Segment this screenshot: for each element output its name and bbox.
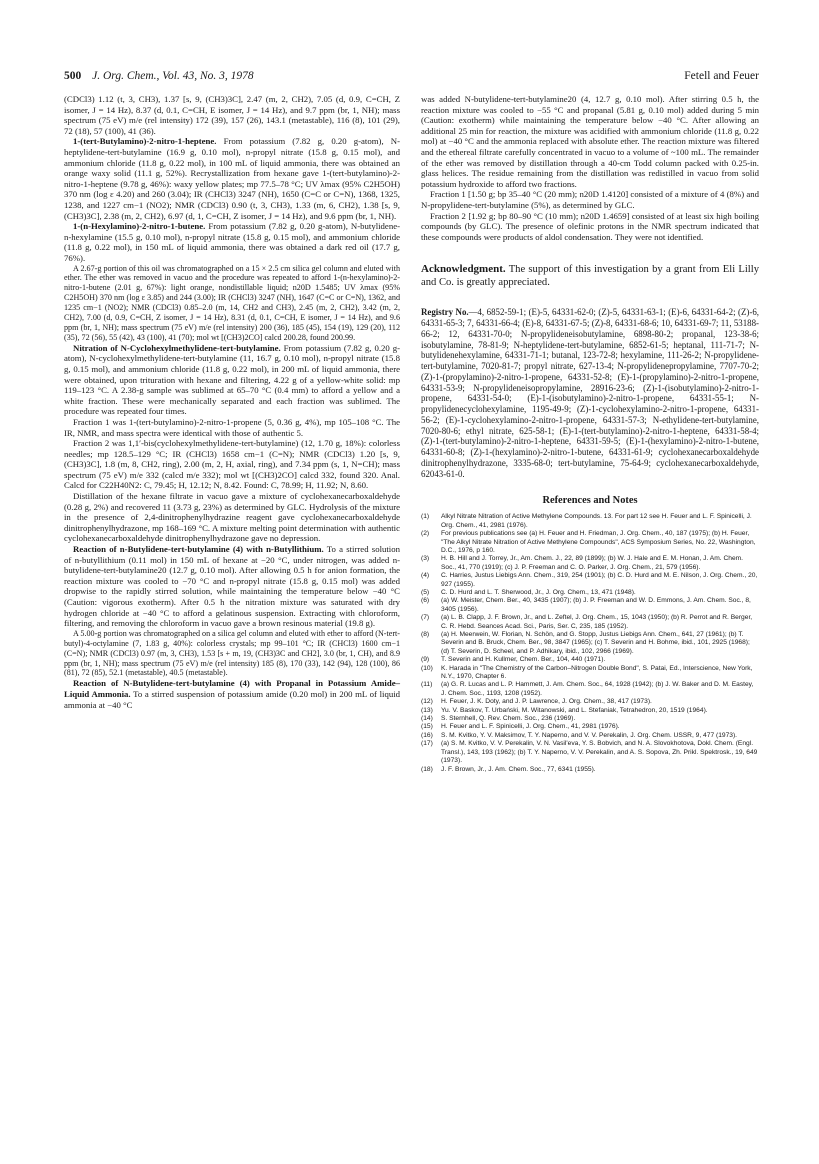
reference-item	[421, 665, 759, 682]
reference-text: Alkyl Nitrate Nitration of Active Methylene Compounds. 13. For part 12 see H. Feuer and L. F. Spinicelli, J. Org. Chem., 41, 2981 (1976).	[441, 513, 752, 529]
paragraph	[64, 438, 400, 491]
reference-item	[421, 656, 759, 664]
reference-number: (9)	[421, 656, 430, 664]
reference-item	[421, 707, 759, 715]
reference-item	[421, 715, 759, 723]
paragraph	[64, 629, 400, 679]
reference-text: For previous publications see (a) H. Feuer and H. Friedman, J. Org. Chem., 40, 187 (1975); (b) H. Feuer, "The Alkyl Nitrate Nitration of Active Methylene Compounds", ACS Symposium Series, No. 22, Washington, D.C., 1976, p 160.	[441, 530, 756, 554]
reference-number: (16)	[421, 731, 433, 739]
paragraph-text: To a stirred suspension of potassium amide (0.20 mol) in 200 mL of liquid ammonia at −40 °C	[64, 688, 400, 710]
paragraph-text: A 2.67-g portion of this oil was chromatographed on a 15 × 2.5 cm silica gel column and eluted with ether. The ether was removed in vacuo and the procedure was repeated to afford 1-(n-hexylamino)-2-nitro-1-butene (2.01 g, 67%): light orange, nondistillable liquid; n20D 1.5485; UV λmax (95% C2H5OH) 370 nm (log ε 3.85) and 244 (3.00); IR (CHCl3) 3247 (NH), 1647 (C=C or C=N), 1362, and 1235 cm−1 (NO2); NMR (CDCl3) 0.85–2.0 (m, 14, CH2 and CH3), 2.45 (m, 2, CH2), 3.42 (m, 2, CH2), 7.00 (d, 0.9, C=CH, Z isomer, J = 14 Hz), 8.31 (d, 0.1, C=CH, E isomer, J = 14 Hz), and 9.6 ppm (br, 1, NH); mass spectrum (75 eV) m/e (rel intensity) 200 (36), 185 (45), 154 (19), 129 (20), 112 (35), 72 (56), 55 (42), 43 (100), 41 (70); mol wt [(CH3)2CO] calcd 200.28, found 200.99.	[64, 263, 400, 342]
header-left	[64, 70, 254, 82]
paragraph	[64, 136, 400, 221]
paragraph-heading: Reaction of N-Butylidene-tert-butylamine (4) with Propanal in Potassium Amide–Liquid Ammonia.	[64, 678, 400, 699]
acknowledgment-heading: Acknowledgment.	[421, 263, 506, 276]
reference-item	[421, 589, 759, 597]
registry-heading: Registry No.	[421, 307, 469, 318]
reference-number: (15)	[421, 723, 433, 731]
reference-number: (1)	[421, 513, 430, 521]
paragraph-text: was added N-butylidene-tert-butylamine20 (4, 12.7 g, 0.10 mol). After stirring 0.5 h, the reaction mixture was cooled to −55 °C and propanal (5.81 g, 0.10 mol) added during 5 min (Caution: exotherm) while maintaining the temperature below −40 °C. After allowing an additional 25 min for reaction, the mixture was acidified with ammonium chloride (11.8 g, 0.22 mol) at −40 °C and the ammonia replaced with absolute ether. The reaction mixture was filtered and the ethereal filtrate carefully concentrated in vacuo to a volume of ~100 mL. The remainder of the ether was removed by distillation through a 40-cm Todd column packed with 0.25-in. glass helices. The residue remaining from the distillation was redistilled in vacuo from solid potassium hydroxide to afford two fractions.	[421, 94, 759, 189]
reference-text: C. D. Hurd and L. T. Sherwood, Jr., J. Org. Chem., 13, 471 (1948).	[441, 588, 636, 596]
acknowledgment-text: The support of this investigation by a grant from Eli Lilly and Co. is greatly appreciated.	[421, 264, 759, 289]
reference-number: (13)	[421, 706, 433, 714]
paragraph	[421, 94, 759, 189]
paragraph	[64, 544, 400, 629]
reference-number: (2)	[421, 530, 430, 538]
reference-number: (18)	[421, 765, 433, 773]
reference-text: T. Severin and H. Kullmer, Chem. Ber., 104, 440 (1971).	[441, 656, 606, 664]
reference-text: (a) S. M. Kvitko, V. V. Perekalin, V. N. Vasil'eva, Y. S. Bobvich, and N. A. Slovokhotova, Dokl. Chem. (Engl. Transl.), 143, 193 (1962); (b) T. Y. Naperno, V. V. Perekalin, and A. S. Sopova, Zh. Prikl. Spektrosk., 19, 649 (1973).	[441, 740, 758, 765]
registry-text: —4, 6852-59-1; (E)-5, 64331-62-0; (Z)-5, 64331-63-1; (E)-6, 64331-64-2; (Z)-6, 64331-65-3; 7, 64331-66-4; (E)-8, 64331-67-5; (Z)-8, 64331-68-6; 10, 64331-69-7; 11, 53188-66-2; 12, 64331-70-0; N-propylideneisobutylamine, 6898-80-2; propanal, 123-38-6; isobutylamine, 78-81-9; N-heptylidene-tert-butylamine, 6852-61-5; heptanal, 111-71-7; N-butylidenehexylamine, 64331-71-1; butanal, 123-72-8; hexylamine, 111-26-2; N-propylidene-tert-butylamine, 7020-81-7; propyl nitrate, 627-13-4; N-propylidenepropylamine, 7707-70-2; (Z)-1-(propylamino)-2-nitro-1-propene, 64331-52-8; (E)-1-(propylamino)-2-nitro-1-propene, 64331-53-9; N-propylideneisopropylamine, 28916-23-6; (Z)-1-(isobutylamino)-2-nitro-1-propene, 64331-54-0; (E)-1-(isobutylamino)-2-nitro-1-propene, 64331-55-1; N-propylidenecyclohexylamine, 1195-49-9; (Z)-1-cyclohexylamino-2-nitro-1-propene, 64331-56-2; (E)-1-cyclohexylamino-2-nitro-1-propene, 64331-57-3; N-ethylidene-tert-butylamine, 7020-80-6; ethyl nitrate, 625-58-1; (E)-1-(tert-butylamino)-2-nitro-1-heptene, 64331-58-4; (Z)-1-(tert-butylamino)-2-nitro-1-heptene, 64331-59-5; (E)-1-(hexylamino)-2-nitro-1-butene, 64331-60-8; (Z)-1-(hexylamino)-2-nitro-1-butene, 64331-61-9; cyclohexanecarboxaldehyde dinitrophenylhydrazone, 3335-68-0; tert-butylamine, 75-64-9; cyclohexanecarboxaldehyde, 62043-61-0.	[421, 307, 759, 479]
reference-text: K. Harada in "The Chemistry of the Carbon–Nitrogen Double Bond", S. Patai, Ed., Interscience, New York, N.Y., 1970, Chapter 6.	[441, 664, 753, 681]
paragraph-heading: Reaction of n-Butylidene-tert-butylamine (4) with n-Butyllithium.	[73, 544, 324, 555]
running-authors: Fetell and Feuer	[684, 70, 759, 82]
reference-item	[421, 614, 759, 631]
reference-number: (11)	[421, 681, 433, 689]
reference-text: J. F. Brown, Jr., J. Am. Chem. Soc., 77, 6341 (1955).	[441, 765, 596, 773]
journal-citation: J. Org. Chem., Vol. 43, No. 3, 1978	[92, 70, 254, 82]
reference-item	[421, 597, 759, 614]
paragraph-heading: 1-(n-Hexylamino)-2-nitro-1-butene.	[73, 221, 206, 232]
reference-number: (3)	[421, 555, 430, 563]
reference-number: (12)	[421, 698, 433, 706]
reference-item	[421, 766, 759, 774]
reference-text: S. Sternhell, Q. Rev. Chem. Soc., 236 (1969).	[441, 715, 576, 723]
paragraph-text: From potassium (7.82 g, 0.20 g-atom), N-butylidene-n-hexylamine (15.5 g, 0.10 mol), n-propyl nitrate (15.8 g, 0.15 mol), and ammonium chloride (11.8 g, 0.22 mol), in 150 mL of liquid ammonia, there was obtained a dark red oil (17.7 g, 76%).	[64, 221, 400, 263]
reference-text: (a) W. Meister, Chem. Ber., 40, 3435 (1907); (b) J. P. Freeman and W. D. Emmons, J. Am. Chem. Soc., 8, 3405 (1956).	[441, 597, 751, 613]
reference-text: C. Harries, Justus Liebigs Ann. Chem., 319, 254 (1901); (b) C. D. Hurd and M. E. Nilson, J. Org. Chem., 20, 927 (1955).	[441, 572, 758, 588]
references-title: References and Notes	[542, 495, 638, 507]
paragraph-text: Fraction 1 [1.50 g; bp 35–40 °C (20 mm); n20D 1.4120] consisted of a mixture of 4 (8%) and N-propylidene-tert-butylamine (5%), as determined by GLC.	[421, 189, 759, 210]
paragraph-text: Fraction 2 [1.92 g; bp 80–90 °C (10 mm); n20D 1.4659] consisted of at least six high boiling compounds (by GLC). The presence of olefinic protons in the NMR spectrum indicated that these compounds were products of aldol condensation. They were not identified.	[421, 210, 759, 242]
right-column	[421, 94, 759, 774]
paragraph	[64, 221, 400, 263]
reference-text: H. Feuer, J. K. Doty, and J. P. Lawrence, J. Org. Chem., 38, 417 (1973).	[441, 698, 652, 706]
paragraph-text: Fraction 1 was 1-(tert-butylamino)-2-nitro-1-propene (5, 0.36 g, 4%), mp 105–108 °C. The IR, NMR, and mass spectra were identical with those of authentic 5.	[64, 416, 400, 438]
acknowledgment	[421, 263, 759, 289]
reference-number: (7)	[421, 614, 430, 622]
paragraph-text: From potassium (7.82 g, 0.20 g-atom), N-heptylidene-tert-butylamine (16.9 g, 0.10 mol), n-propyl nitrate (15.8 g, 0.15 mol), and ammonium chloride (11.8 g, 0.22 mol), in 100 mL of liquid ammonia, there was obtained an orange waxy solid (11.1 g, 52%). Recrystallization from hexane gave 1-(tert-butylamino)-2-nitro-1-heptene (9.78 g, 46%): waxy yellow plates; mp 77.5–78 °C; UV λmax (95% C2H5OH) 370 nm (log ε 4.20) and 260 (3.04); IR (CHCl3) 3247 (NH), 1650 (C=C or C=N), 1368, 1325, 1238, and 1227 cm−1 (NO2); NMR (CDCl3) 0.90 (t, 3, CH3), 1.33 (m, 6, CH2), 1.38 [s, 9, (CH3)3C], 2.38 (m, 2, CH2), 6.97 (d, 1, C=CH, Z isomer, J = 14 Hz), and 9.6 ppm (br, 1, NH).	[64, 136, 400, 221]
reference-text: (a) L. B. Clapp, J. F. Brown, Jr., and L. Zeftel, J. Org. Chem., 15, 1043 (1950); (b) R. Perrot and R. Berger, C. R. Hebd. Seances Acad. Sci., Paris, Ser. C, 235, 185 (1952).	[441, 614, 753, 630]
references-list	[421, 513, 759, 774]
paragraph-text: To a stirred solution of n-butyllithium (0.11 mol) in 150 mL of hexane at −20 °C, under nitrogen, was added n-butylidene-tert-butylamine20 (12.7 g, 0.10 mol). After allowing 0.5 h for anion formation, the reaction mixture was cooled to −70 °C and n-propyl nitrate (15.8 g, 0.15 mol) was added dropwise to the rapidly stirred solution, while maintaining the temperature below −40 °C (Caution: vigorous exotherm). After 0.5 h the nitration mixture was saturated with dry hydrogen chloride at −40 °C to afford a gelatinous suspension. Extracting with chloroform, filtering, and removing the chloroform in vacuo gave a brown resinous material (19.8 g).	[64, 544, 400, 629]
registry-numbers	[421, 307, 759, 479]
reference-item	[421, 723, 759, 731]
reference-item	[421, 681, 759, 698]
paragraph-text: (CDCl3) 1.12 (t, 3, CH3), 1.37 [s, 9, (CH3)3C], 2.47 (m, 2, CH2), 7.05 (d, 0.9, C=CH, Z isomer, J = 14 Hz), 8.37 (d, 0.1, C=CH, E isomer, J = 14 Hz), and 9.7 ppm (br, 1, NH); mass spectrum (75 eV) m/e (rel intensity) 172 (39), 157 (26), 143.1 (metastable), 116 (8), 101 (29), 72 (18), 57 (100), 41 (36).	[64, 94, 400, 136]
reference-text: H. Feuer and L. F. Spinicelli, J. Org. Chem., 41, 2981 (1976).	[441, 723, 620, 731]
reference-text: Yu. V. Baskov, T. Urbański, M. Witanowski, and L. Stefaniak, Tetrahedron, 20, 1519 (1964).	[441, 706, 708, 714]
reference-number: (5)	[421, 588, 430, 596]
page-header	[64, 70, 759, 86]
reference-number: (17)	[421, 740, 433, 748]
reference-number: (8)	[421, 631, 430, 638]
reference-number: (10)	[421, 664, 433, 672]
reference-text: S. M. Kvitko, Y. V. Maksimov, T. Y. Naperno, and V. V. Perekalin, J. Org. Chem. USSR, 9, 477 (1973).	[441, 731, 738, 739]
paragraph-heading: Nitration of N-Cyclohexylmethylidene-tert-butylamine.	[73, 342, 281, 353]
paragraph-text: Distillation of the hexane filtrate in vacuo gave a mixture of cyclohexanecarboxaldehyde (0.28 g, 2%) and recovered 11 (3.73 g, 23%) as determined by GLC. Hydrolysis of the mixture in the presence of 2,4-dinitrophenylhydrazine reagent gave cyclohexanecarboxaldehyde dinitrophenylhydrazone, mp 168–169 °C. A mixture melting point determination with authentic cyclohexanecarboxaldehyde dinitrophenylhydrazone gave no depression.	[64, 491, 400, 544]
paragraph	[64, 343, 400, 417]
paragraph-text: Fraction 2 was 1,1′-bis(cyclohexylmethylidene-tert-butylamine) (12, 1.70 g, 18%): colorless needles; mp 128.5–129 °C; IR (CHCl3) 1658 cm−1 (C=N); NMR (CDCl3) 1.20 [s, 9, (CH3)3C], 1.8 (m, 8, CH2, ring), 2.00 (m, 2, H, axial, ring), and 7.34 ppm (s, 1, N=CH); mass spectrum (75 eV) m/e 332 (calcd m/e 332); mol wt [(CH3)2CO] calcd 332, found 320. Anal. Calcd for C22H40N2: C, 79.45; H, 12.12; N, 8.42. Found: C, 78.99; H, 11.92; N, 8.60.	[64, 438, 400, 491]
reference-number: (4)	[421, 572, 430, 580]
paragraph	[421, 211, 759, 243]
reference-number: (14)	[421, 715, 433, 723]
paragraph-heading: 1-(tert-Butylamino)-2-nitro-1-heptene.	[73, 136, 217, 147]
paragraph	[64, 417, 400, 438]
paragraph	[64, 491, 400, 544]
reference-item	[421, 698, 759, 706]
paragraph	[421, 189, 759, 210]
reference-text: (a) H. Meerwein, W. Florian, N. Schön, and G. Stopp, Justus Liebigs Ann. Chem., 641, 27 (1961); (b) T. Severin and B. Bruck, Chem. Ber., 98, 3847 (1965); (c) T. Severin and H. Bohme, ibid., 101, 2925 (1968); (d) T. Severin, D. Scheel, and P. Adhikary, ibid., 102, 2966 (1969).	[441, 631, 750, 655]
reference-item	[421, 740, 759, 765]
reference-number: (6)	[421, 597, 430, 605]
paragraph	[64, 264, 400, 343]
reference-item	[421, 513, 759, 530]
reference-item	[421, 555, 759, 572]
reference-item	[421, 530, 759, 555]
paragraph	[64, 678, 400, 710]
paragraph-text: From potassium (7.82 g, 0.20 g-atom), N-cyclohexylmethylidene-tert-butylamine (11, 16.7 g, 0.10 mol), n-propyl nitrate (15.8 g, 0.15 mol), and ammonium chloride (11.8 g, 0.22 mol), in 200 mL of liquid ammonia, there were obtained, upon trituration with hexane and filtering, 4.22 g of a yellow-white solid: mp 119–123 °C. A 2.38-g sample was sublimed at 65–70 °C (0.4 mm) to afford a yellow and a white fraction. These were mechanically separated and each fraction was sublimed. The procedure was repeated four times.	[64, 342, 400, 417]
reference-text: H. B. Hill and J. Torrey, Jr., Am. Chem. J., 22, 89 (1899); (b) W. J. Hale and E. M. Honan, J. Am. Chem. Soc., 41, 770 (1919); (c) J. P. Freeman and C. O. Parker, J. Org. Chem., 21, 579 (1956).	[441, 555, 744, 571]
paragraph	[64, 94, 400, 136]
left-column	[64, 94, 400, 710]
paragraph-text: A 5.00-g portion was chromatographed on a silica gel column and eluted with ether to afford (N-tert-butyl)-4-octylamine (7, 1.83 g, 40%): colorless crystals; mp 99–101 °C; IR (CHCl3) 1600 cm−1 (C=N); NMR (CDCl3) 0.97 (m, 3, CH3), 1.53 [s + m, 19, (CH3)3C and CH2], 3.0 (br, 1, CH), and 8.9 ppm (br, 1, NH); mass spectrum (75 eV) m/e (rel intensity) 185 (8), 170 (33), 142 (94), 128 (100), 86 (81), 72 (85), 52.1 (metastable), 40.5 (metastable).	[64, 628, 400, 678]
reference-text: (a) G. R. Lucas and L. P. Hammett, J. Am. Chem. Soc., 64, 1928 (1942); (b) J. W. Baker and D. M. Eastey, J. Chem. Soc., 1193, 1208 (1952).	[441, 681, 754, 697]
reference-item	[421, 631, 759, 656]
page-number: 500	[64, 70, 82, 82]
reference-item	[421, 572, 759, 589]
reference-item	[421, 732, 759, 740]
